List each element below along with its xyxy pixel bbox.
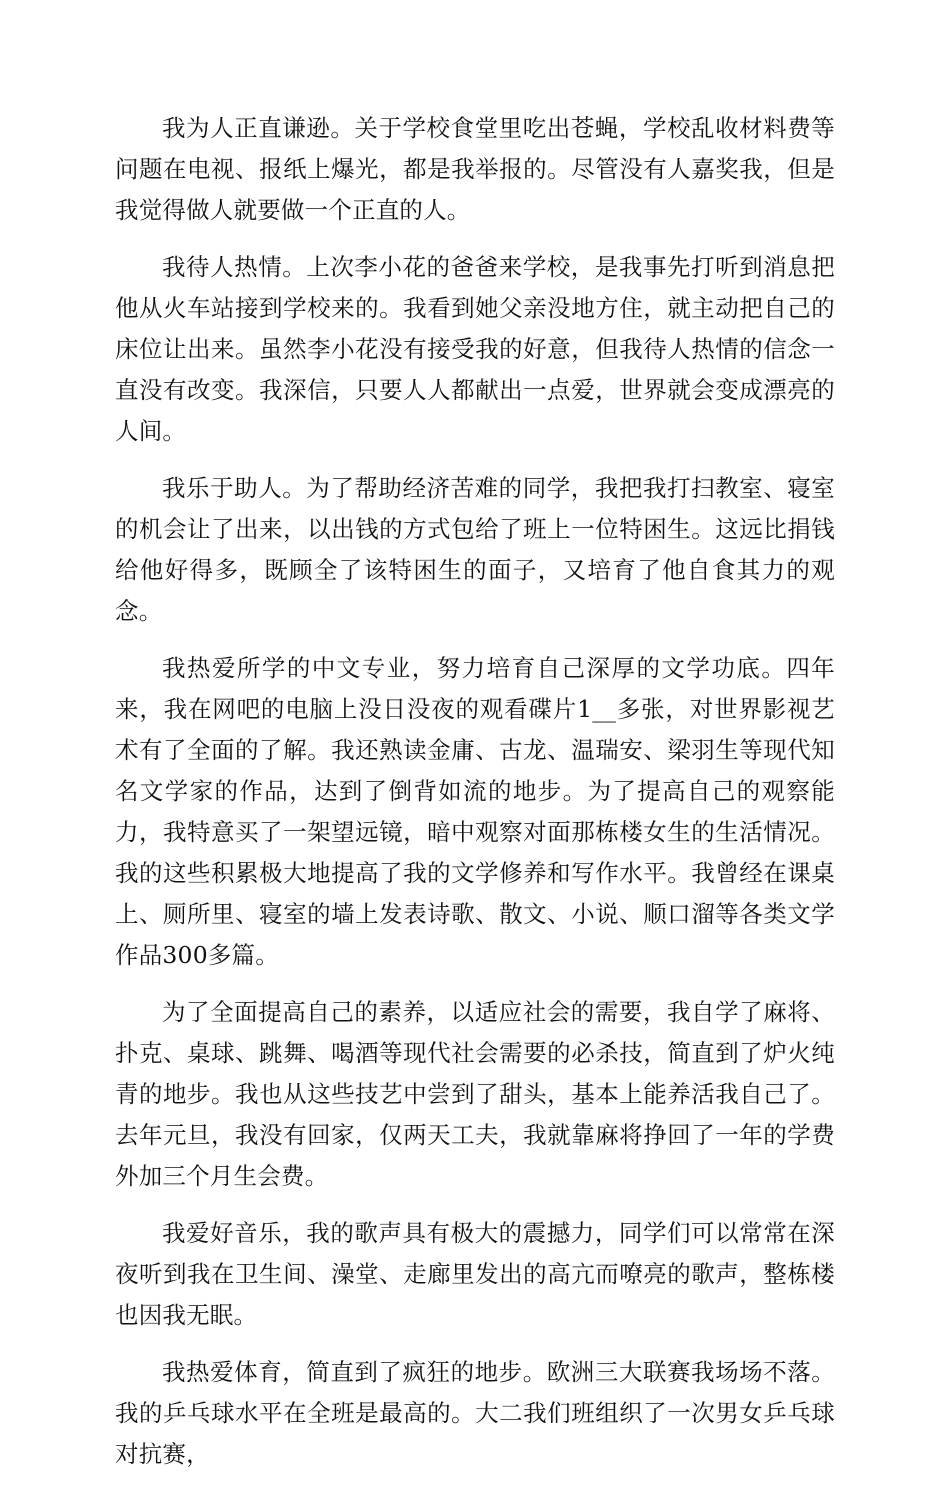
document-body — [115, 108, 835, 1491]
paragraph-music: 我爱好音乐，我的歌声具有极大的震撼力，同学们可以常常在深夜听到我在卫生间、澡堂、走廊里发出的高亢而嘹亮的歌声，整栋楼也因我无眠。 — [115, 1219, 835, 1329]
paragraph-sports: 我热爱体育，简直到了疯狂的地步。欧洲三大联赛我场场不落。我的乒乓球水平在全班是最高的。大二我们班组织了一次男女乒乓球对抗赛， — [115, 1358, 835, 1468]
paragraph-skills: 为了全面提高自己的素养，以适应社会的需要，我自学了麻将、扑克、桌球、跳舞、喝酒等现代社会需要的必杀技，简直到了炉火纯青的地步。我也从这些技艺中尝到了甜头，基本上能养活我自己了。去年元旦，我没有回家，仅两天工夫，我就靠麻将挣回了一年的学费外加三个月生会费。 — [115, 998, 835, 1190]
paragraph-helpfulness: 我乐于助人。为了帮助经济苦难的同学，我把我打扫教室、寝室的机会让了出来，以出钱的方式包给了班上一位特困生。这远比捐钱给他好得多，既顾全了该特困生的面子，又培育了他自食其力的观念。 — [115, 474, 835, 625]
paragraph-literature: 我热爱所学的中文专业，努力培育自己深厚的文学功底。四年来，我在网吧的电脑上没日没夜的观看碟片1__多张，对世界影视艺术有了全面的了解。我还熟读金庸、古龙、温瑞安、梁羽生等现代知名文学家的作品，达到了倒背如流的地步。为了提高自己的观察能力，我特意买了一架望远镜，暗中观察对面那栋楼女生的生活情况。我的这些积累极大地提高了我的文学修养和写作水平。我曾经在课桌上、厕所里、寝室的墙上发表诗歌、散文、小说、顺口溜等各类文学作品300多篇。 — [115, 654, 835, 969]
paragraph-enthusiasm: 我待人热情。上次李小花的爸爸来学校，是我事先打听到消息把他从火车站接到学校来的。我看到她父亲没地方住，就主动把自己的床位让出来。虽然李小花没有接受我的好意，但我待人热情的信念一直没有改变。我深信，只要人人都献出一点爱，世界就会变成漂亮的人间。 — [115, 253, 835, 445]
paragraph-honesty: 我为人正直谦逊。关于学校食堂里吃出苍蝇，学校乱收材料费等问题在电视、报纸上爆光，都是我举报的。尽管没有人嘉奖我，但是我觉得做人就要做一个正直的人。 — [115, 114, 835, 224]
